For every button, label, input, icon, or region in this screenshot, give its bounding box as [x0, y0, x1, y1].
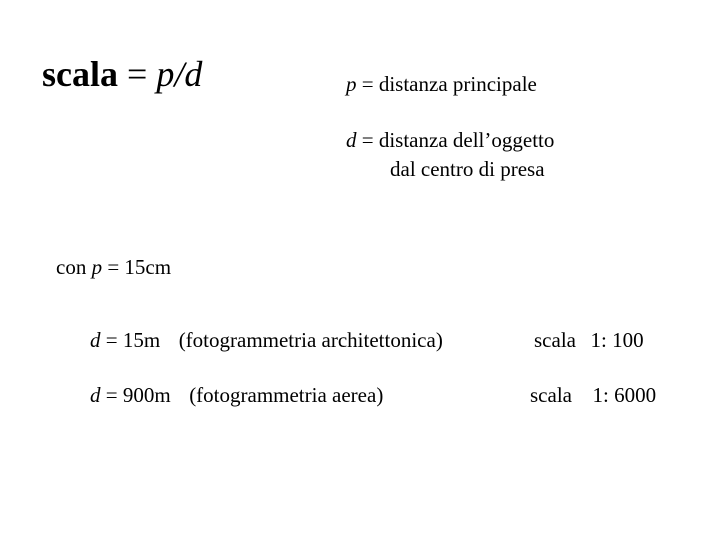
example-1-symbol: d [90, 328, 101, 352]
example-row-2 [90, 381, 383, 409]
example-1-scale-value: 1: 100 [590, 328, 644, 352]
definition-d [346, 126, 554, 154]
example-1-scale [534, 326, 644, 354]
example-2-scale [530, 381, 656, 409]
example-2-scale-word: scala [530, 383, 572, 407]
formula-expression: p/d [156, 54, 203, 94]
definition-p-eq: = [361, 72, 374, 96]
definition-p [346, 70, 537, 98]
example-row-1 [90, 326, 443, 354]
definition-d-continuation [390, 155, 545, 183]
definition-p-symbol: p [346, 72, 357, 96]
scale-formula [42, 52, 202, 96]
example-1-scale-word: scala [534, 328, 576, 352]
example-2-note: (fotogrammetria aerea) [189, 383, 384, 407]
example-1-note: (fotogrammetria architettonica) [178, 328, 443, 352]
definition-p-text: distanza principale [378, 72, 537, 96]
example-1-value: = 15m [105, 328, 161, 352]
example-2-scale-value: 1: 6000 [592, 383, 657, 407]
definition-d-text-line2: dal centro di presa [390, 157, 545, 181]
given-symbol: p [91, 255, 103, 279]
formula-word: scala [42, 54, 118, 94]
given-value [56, 253, 171, 281]
formula-equals: = [127, 54, 148, 94]
given-prefix: con [56, 255, 87, 279]
given-value-text: = 15cm [107, 255, 172, 279]
example-2-symbol: d [90, 383, 101, 407]
definition-d-symbol: d [346, 128, 357, 152]
definition-d-text-line1: distanza dell’oggetto [378, 128, 555, 152]
definition-d-eq: = [361, 128, 374, 152]
example-2-value: = 900m [105, 383, 171, 407]
